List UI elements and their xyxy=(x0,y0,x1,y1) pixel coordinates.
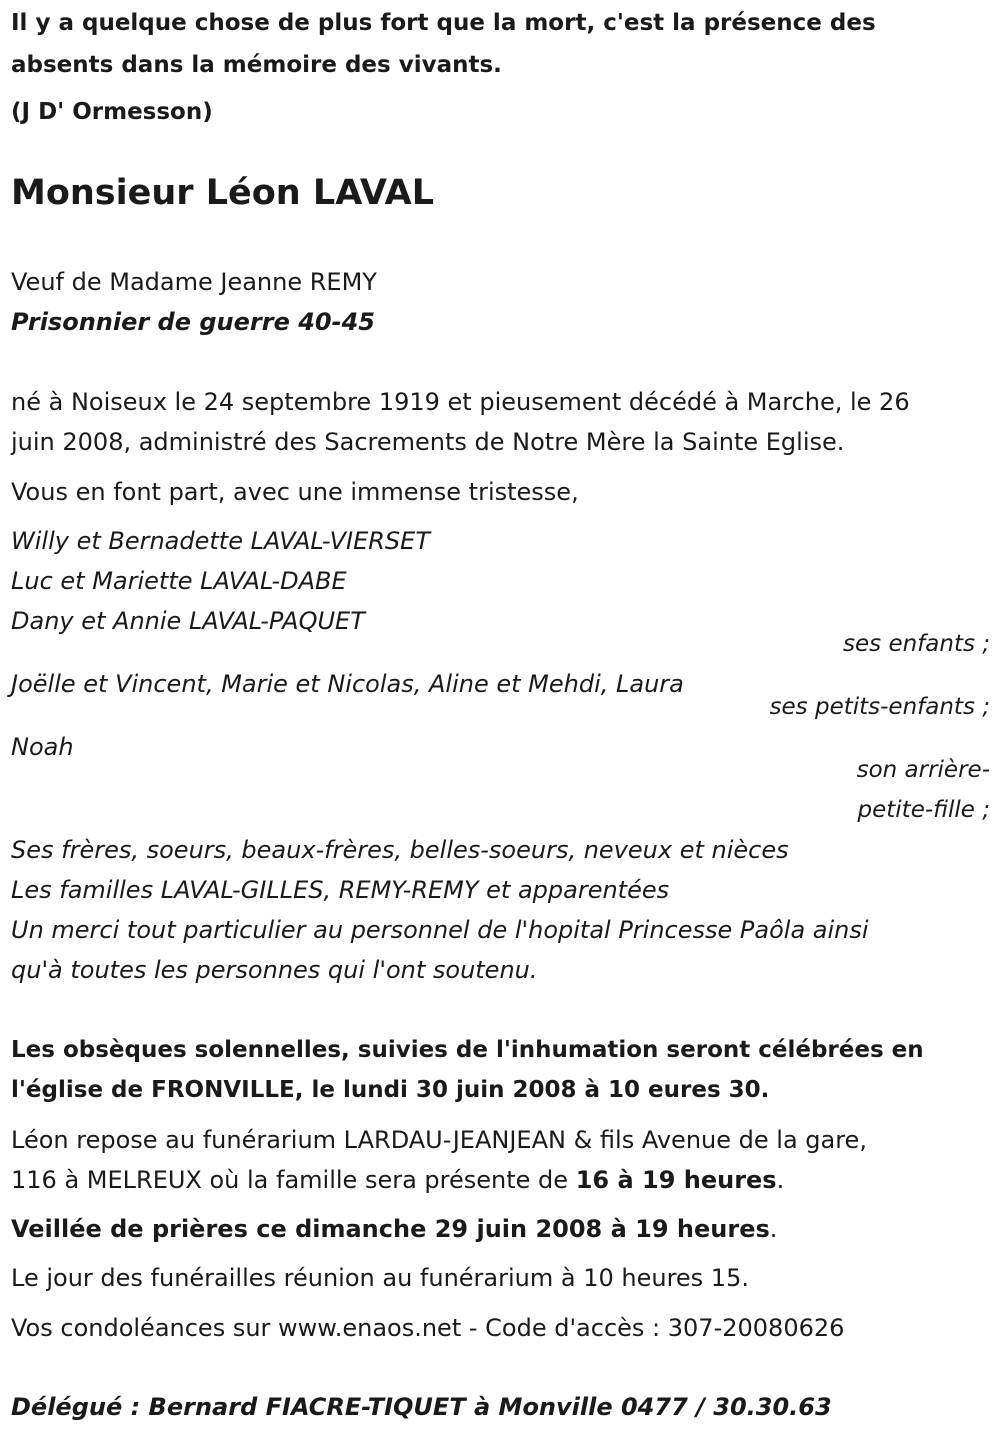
great-grandchild-label-2: petite-fille ; xyxy=(857,797,990,823)
rest-line-2-text: 116 à MELREUX où la famille sera présente de xyxy=(11,1166,576,1194)
spouse-line: Veuf de Madame Jeanne REMY xyxy=(11,268,377,296)
funeral-line-1: Les obsèques solennelles, suivies de l'inhumation seront célébrées en xyxy=(11,1037,924,1063)
meeting-line: Le jour des funérailles réunion au funérarium à 10 heures 15. xyxy=(11,1264,749,1292)
funeral-line-2: l'église de FRONVILLE, le lundi 30 juin 2008 à 10 eures 30. xyxy=(11,1077,770,1103)
great-grandchild-label-1: son arrière- xyxy=(856,757,990,783)
child-3: Dany et Annie LAVAL-PAQUET xyxy=(11,607,365,635)
thanks-line-1: Un merci tout particulier au personnel de l'hopital Princesse Paôla ainsi xyxy=(11,916,869,944)
rest-line-2-end: . xyxy=(776,1166,785,1194)
quote-author: (J D' Ormesson) xyxy=(11,99,213,125)
bio-line-2: juin 2008, administré des Sacrements de Notre Mère la Sainte Eglise. xyxy=(11,428,845,456)
family-others-1: Ses frères, soeurs, beaux-frères, belles-soeurs, neveux et nièces xyxy=(11,836,789,864)
vigil-text: Veillée de prières ce dimanche 29 juin 2008 à 19 heures xyxy=(11,1215,770,1243)
grandchildren-label: ses petits-enfants ; xyxy=(769,694,990,720)
quote-line-1: Il y a quelque chose de plus fort que la mort, c'est la présence des xyxy=(11,10,876,36)
vigil-line xyxy=(11,1215,777,1243)
bio-line-1: né à Noiseux le 24 septembre 1919 et pieusement décédé à Marche, le 26 xyxy=(11,388,910,416)
distinction-line: Prisonnier de guerre 40-45 xyxy=(11,308,375,336)
thanks-line-2: qu'à toutes les personnes qui l'ont soutenu. xyxy=(11,956,538,984)
children-label: ses enfants ; xyxy=(843,631,990,657)
child-2: Luc et Mariette LAVAL-DABE xyxy=(11,567,347,595)
quote-line-2: absents dans la mémoire des vivants. xyxy=(11,52,502,78)
grandchildren: Joëlle et Vincent, Marie et Nicolas, Aline et Mehdi, Laura xyxy=(11,670,684,698)
rest-line-2 xyxy=(11,1166,784,1194)
visiting-hours: 16 à 19 heures xyxy=(575,1166,777,1194)
rest-line-1: Léon repose au funérarium LARDAU-JEANJEAN & fils Avenue de la gare, xyxy=(11,1126,867,1154)
great-grandchild: Noah xyxy=(11,733,74,761)
announcement: Vous en font part, avec une immense tristesse, xyxy=(11,478,579,506)
child-1: Willy et Bernadette LAVAL-VIERSET xyxy=(11,527,430,555)
condolences-line: Vos condoléances sur www.enaos.net - Code d'accès : 307-20080626 xyxy=(11,1314,845,1342)
family-others-2: Les familles LAVAL-GILLES, REMY-REMY et apparentées xyxy=(11,876,670,904)
vigil-end: . xyxy=(769,1215,778,1243)
delegate-line: Délégué : Bernard FIACRE-TIQUET à Monville 0477 / 30.30.63 xyxy=(11,1393,832,1421)
deceased-name: Monsieur Léon LAVAL xyxy=(11,173,435,213)
